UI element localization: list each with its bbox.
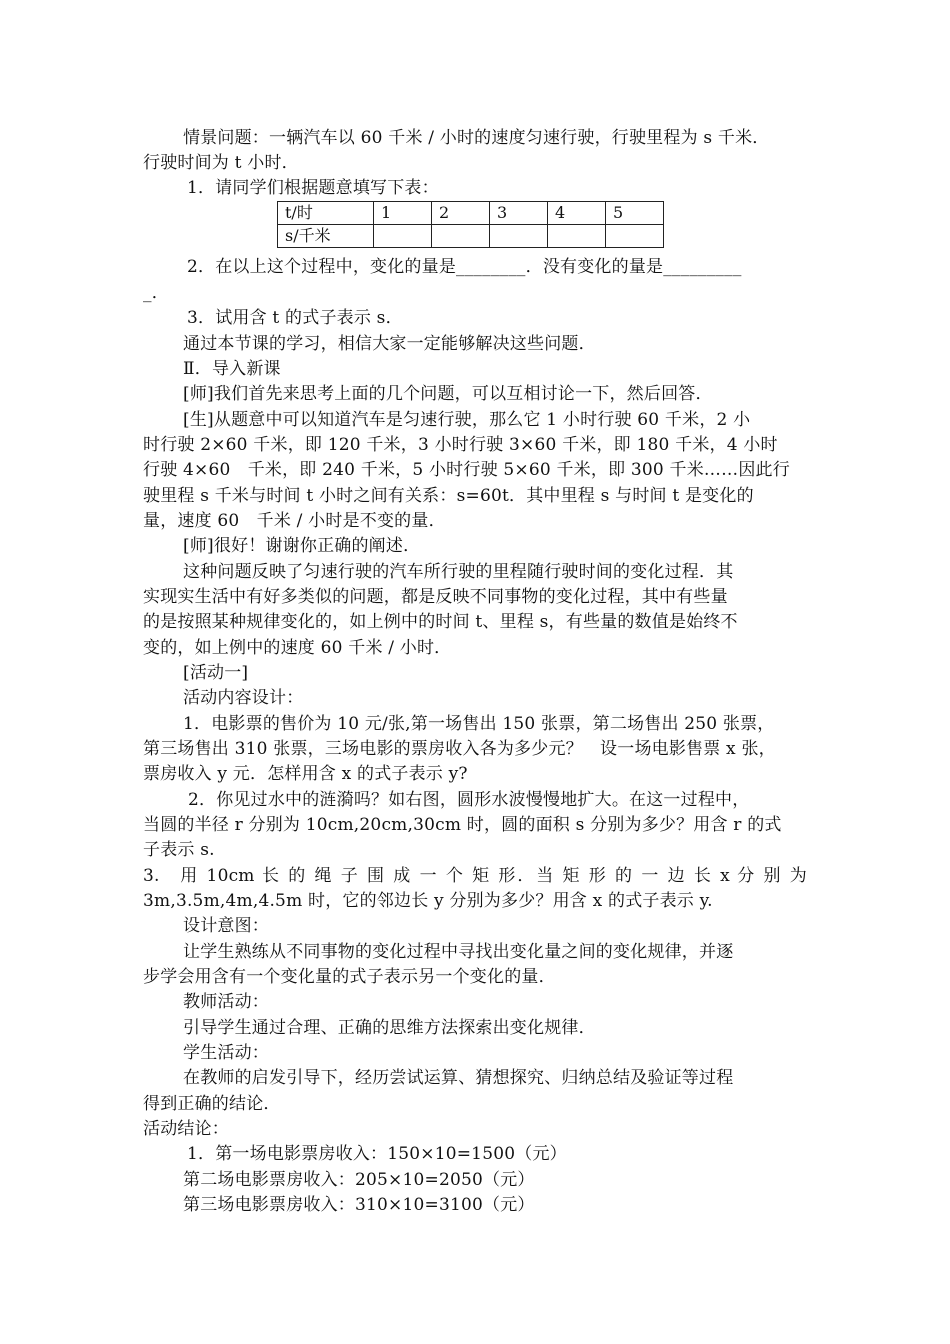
text-line: 变的，如上例中的速度 60 千米 / 小时．	[143, 638, 452, 658]
text-line: 让学生熟练从不同事物的变化过程中寻找出变化量之间的变化规律，并逐	[183, 942, 734, 962]
text-line: 驶里程 s 千米与时间 t 小时之间有关系：s=60t．其中里程 s 与时间 t 是变化的	[143, 486, 754, 506]
text-line: 这种问题反映了匀速行驶的汽车所行驶的里程随行驶时间的变化过程．其	[183, 562, 734, 582]
table-cell	[548, 225, 606, 248]
text-line: 1．第一场电影票房收入：150×10=1500（元）	[187, 1144, 567, 1164]
text-line: 通过本节课的学习，相信大家一定能够解决这些问题．	[183, 334, 596, 354]
text-line: 第三场售出 310 张票，三场电影的票房收入各为多少元？ 设一场电影售票 x 张，	[143, 739, 776, 759]
text-line: 当圆的半径 r 分别为 10cm,20cm,30cm 时，圆的面积 s 分别为多少？用含 r 的式	[143, 815, 782, 835]
text-line: 2．你见过水中的涟漪吗？如右图，圆形水波慢慢地扩大。在这一过程中，	[188, 790, 750, 810]
text-line: 情景问题：一辆汽车以 60 千米 / 小时的速度匀速行驶，行驶里程为 s 千米．	[183, 128, 770, 148]
table-cell: 4	[548, 202, 606, 225]
text-line: 得到正确的结论．	[143, 1094, 281, 1114]
text-line: 1．请同学们根据题意填写下表：	[187, 178, 439, 198]
text-line: 3．试用含 t 的式子表示 s．	[187, 308, 403, 328]
table-cell: s/千米	[278, 225, 374, 248]
text-line: 量，速度 60 千米 / 小时是不变的量．	[143, 511, 446, 531]
text-line: 实现实生活中有好多类似的问题，都是反映不同事物的变化过程，其中有些量	[143, 587, 728, 607]
text-line: 活动内容设计：	[183, 688, 304, 708]
text-line: [师]很好！谢谢你正确的阐述．	[183, 536, 421, 556]
text-line: 时行驶 2×60 千米，即 120 千米，3 小时行驶 3×60 千米，即 180 千米，4 小时	[143, 435, 778, 455]
text-line: 教师活动：	[183, 992, 269, 1012]
table-cell	[490, 225, 548, 248]
text-line: 第三场电影票房收入：310×10=3100（元）	[183, 1195, 535, 1215]
table-row	[278, 202, 664, 225]
table-cell	[606, 225, 664, 248]
section-heading: Ⅱ．导入新课	[183, 359, 281, 379]
text-line: [活动一]	[183, 663, 249, 683]
text-line: 票房收入 y 元．怎样用含 x 的式子表示 y?	[143, 764, 468, 784]
table-cell: 3	[490, 202, 548, 225]
text-line: 1．电影票的售价为 10 元/张,第一场售出 150 张票，第二场售出 250 张票，	[183, 714, 775, 734]
text-line: 行驶时间为 t 小时．	[143, 153, 299, 173]
table-cell: 5	[606, 202, 664, 225]
text-line: 的是按照某种规律变化的，如上例中的时间 t、里程 s，有些量的数值是始终不	[143, 612, 738, 632]
table-cell: t/时	[278, 202, 374, 225]
table-row	[278, 225, 664, 248]
text-line: 2．在以上这个过程中，变化的量是________．没有变化的量是_________	[187, 257, 742, 277]
text-line: 在教师的启发引导下，经历尝试运算、猜想探究、归纳总结及验证等过程	[183, 1068, 734, 1088]
text-line: [师]我们首先来思考上面的几个问题，可以互相讨论一下，然后回答．	[183, 384, 713, 404]
text-line: 设计意图：	[183, 916, 269, 936]
table-cell: 1	[374, 202, 432, 225]
table-cell	[374, 225, 432, 248]
table-cell: 2	[432, 202, 490, 225]
text-line: 学生活动：	[183, 1043, 269, 1063]
text-line: 子表示 s.	[143, 840, 215, 860]
text-line: 活动结论：	[143, 1119, 229, 1139]
text-line: 步学会用含有一个变化量的式子表示另一个变化的量．	[143, 967, 556, 987]
text-line: 3. 用 10cm 长 的 绳 子 围 成 一 个 矩 形．当 矩 形 的 一 边 长 x 分 别 为	[143, 866, 807, 886]
distance-time-table	[277, 201, 664, 248]
text-line: 3m,3.5m,4m,4.5m 时，它的邻边长 y 分别为多少？用含 x 的式子表示 y.	[143, 891, 713, 911]
text-line: 行驶 4×60 千米，即 240 千米，5 小时行驶 5×60 千米，即 300 千米……因此行	[143, 460, 790, 480]
text-line: [生]从题意中可以知道汽车是匀速行驶，那么它 1 小时行驶 60 千米，2 小	[183, 410, 751, 430]
table-cell	[432, 225, 490, 248]
text-line: _．	[143, 283, 169, 303]
text-line: 第二场电影票房收入：205×10=2050（元）	[183, 1170, 535, 1190]
text-line: 引导学生通过合理、正确的思维方法探索出变化规律．	[183, 1018, 596, 1038]
